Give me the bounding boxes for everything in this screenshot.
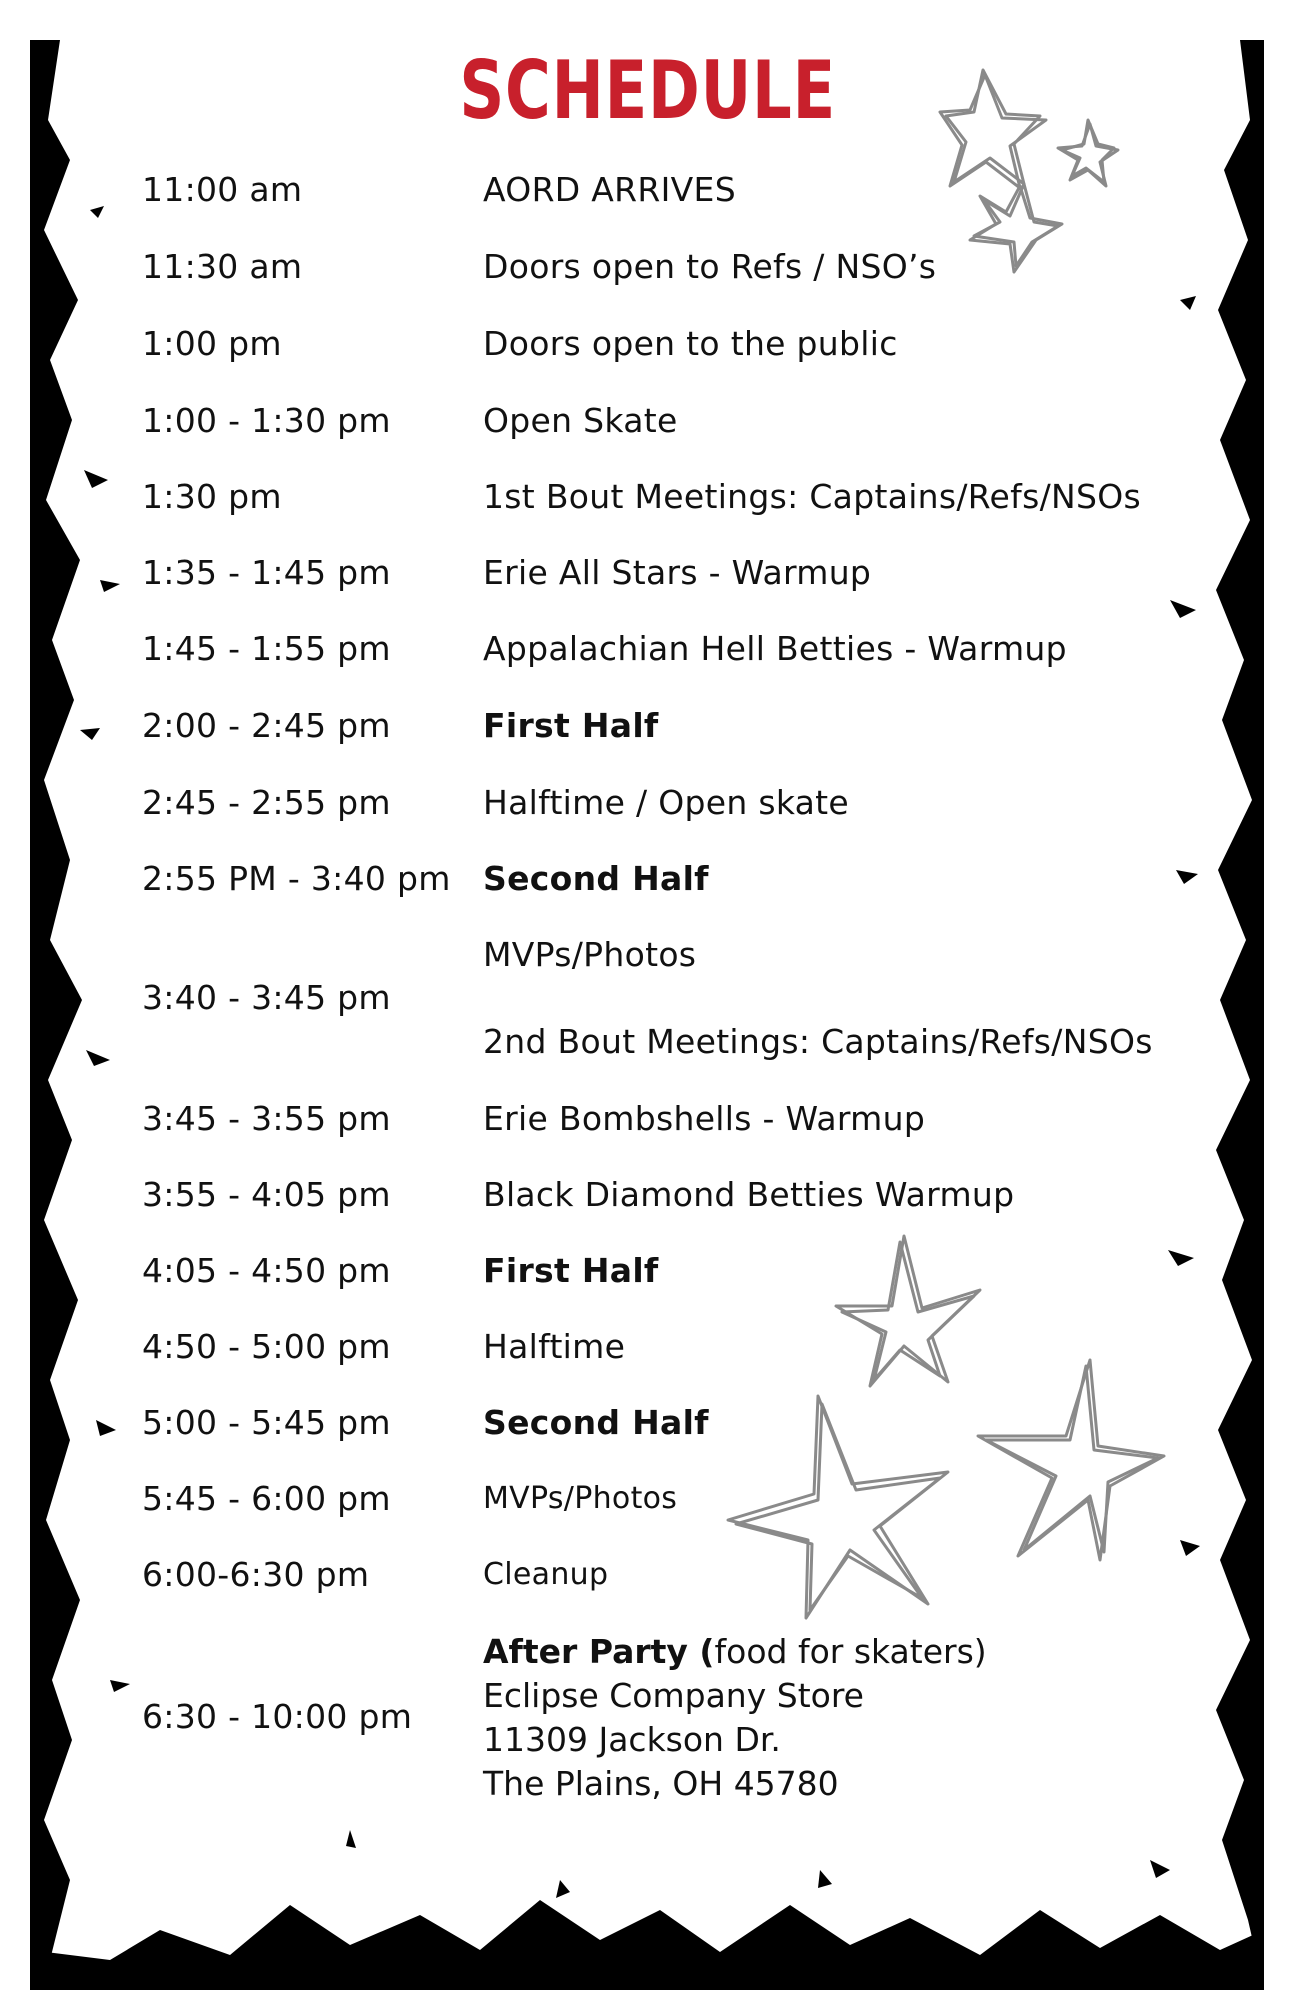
- row-time: 4:50 - 5:00 pm: [142, 1327, 391, 1366]
- row-time: 5:45 - 6:00 pm: [142, 1479, 391, 1518]
- after-party-details: [483, 1630, 987, 1806]
- row-event: Second Half: [483, 859, 709, 898]
- row-event-secondary: 2nd Bout Meetings: Captains/Refs/NSOs: [483, 1022, 1153, 1061]
- after-party-city: The Plains, OH 45780: [483, 1764, 839, 1803]
- after-party-title-rest: food for skaters): [714, 1632, 987, 1671]
- after-party-title: [483, 1630, 987, 1674]
- row-time: 3:45 - 3:55 pm: [142, 1099, 391, 1138]
- row-event: 1st Bout Meetings: Captains/Refs/NSOs: [483, 477, 1141, 516]
- after-party-venue: Eclipse Company Store: [483, 1676, 864, 1715]
- row-event: Halftime: [483, 1327, 626, 1366]
- row-event: Second Half: [483, 1403, 709, 1442]
- row-time: 4:05 - 4:50 pm: [142, 1251, 391, 1290]
- row-time: 1:35 - 1:45 pm: [142, 553, 391, 592]
- row-time: 3:55 - 4:05 pm: [142, 1175, 391, 1214]
- page-title: SCHEDULE: [459, 44, 836, 137]
- row-event: Erie Bombshells - Warmup: [483, 1099, 926, 1138]
- row-time: 1:45 - 1:55 pm: [142, 629, 391, 668]
- row-event: Black Diamond Betties Warmup: [483, 1175, 1015, 1214]
- row-event: Doors open to Refs / NSO’s: [483, 247, 937, 286]
- row-event: Open Skate: [483, 401, 678, 440]
- row-event: First Half: [483, 1251, 659, 1290]
- after-party-time: 6:30 - 10:00 pm: [142, 1697, 413, 1736]
- row-event: MVPs/Photos: [483, 1481, 678, 1516]
- row-event: Halftime / Open skate: [483, 783, 850, 822]
- row-event: Appalachian Hell Betties - Warmup: [483, 629, 1067, 668]
- row-event: AORD ARRIVES: [483, 170, 736, 209]
- row-event: Cleanup: [483, 1557, 609, 1592]
- row-time: 1:00 - 1:30 pm: [142, 401, 391, 440]
- after-party-title-bold: After Party (: [483, 1632, 715, 1671]
- row-time: 1:30 pm: [142, 477, 282, 516]
- row-time: 5:00 - 5:45 pm: [142, 1403, 391, 1442]
- row-time: 2:00 - 2:45 pm: [142, 706, 391, 745]
- row-event: Doors open to the public: [483, 324, 898, 363]
- row-time: 11:00 am: [142, 170, 303, 209]
- row-event: First Half: [483, 706, 659, 745]
- row-time: 3:40 - 3:45 pm: [142, 978, 391, 1017]
- row-time: 6:00-6:30 pm: [142, 1555, 370, 1594]
- row-time: 2:55 PM - 3:40 pm: [142, 859, 451, 898]
- row-event: Erie All Stars - Warmup: [483, 553, 872, 592]
- row-event: MVPs/Photos: [483, 935, 697, 974]
- row-time: 2:45 - 2:55 pm: [142, 783, 391, 822]
- after-party-street: 11309 Jackson Dr.: [483, 1720, 781, 1759]
- row-time: 1:00 pm: [142, 324, 282, 363]
- row-time: 11:30 am: [142, 247, 303, 286]
